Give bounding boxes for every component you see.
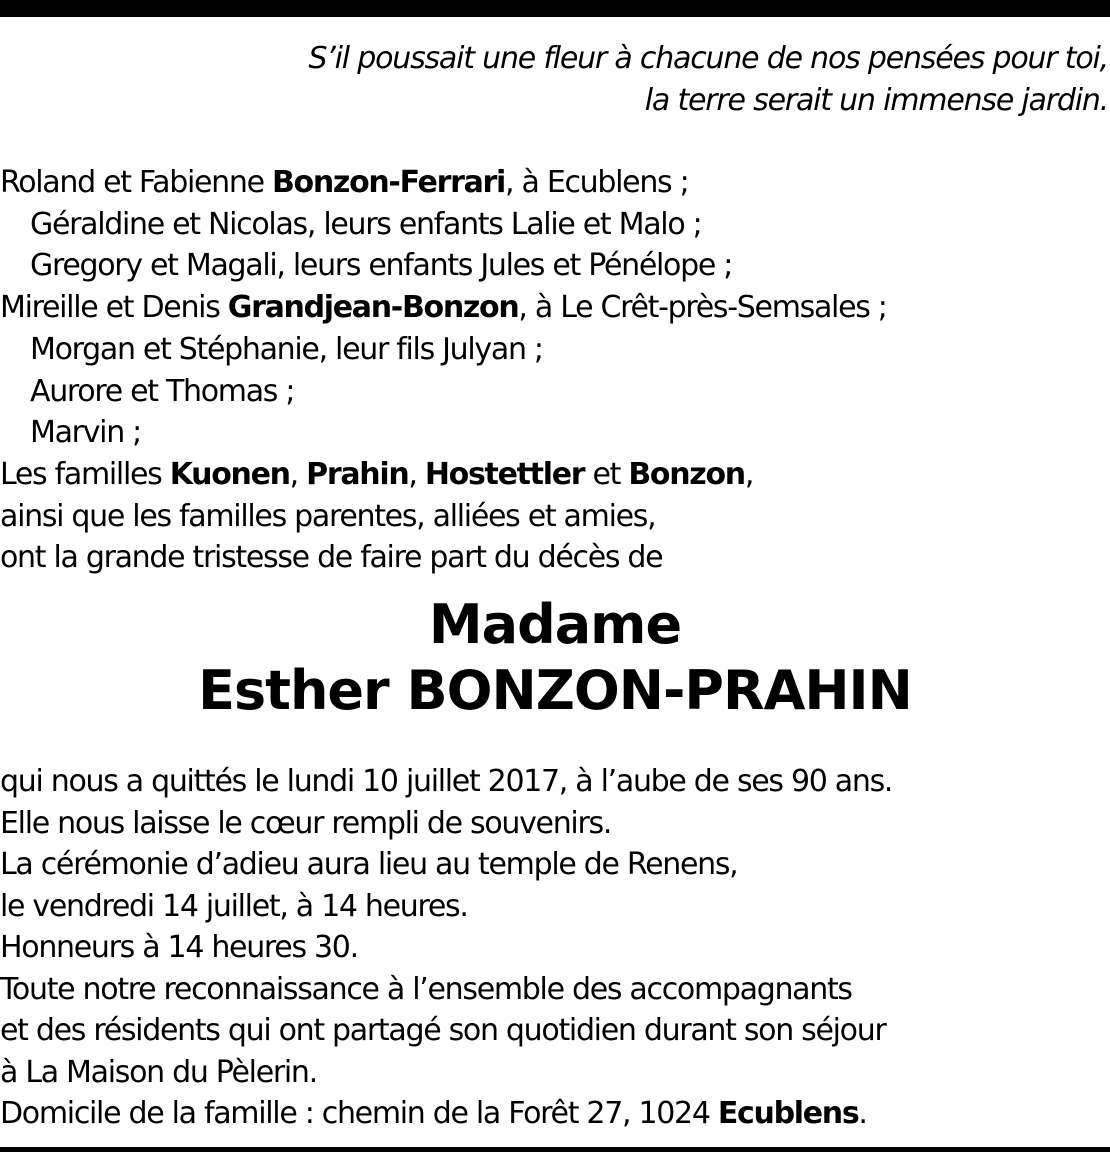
epigraph-line: S’il poussait une fleur à chacune de nos pensées pour toi, (308, 41, 1108, 76)
text: , (289, 456, 307, 492)
text: . (858, 1096, 867, 1131)
deceased-name: Esther BONZON-PRAHIN (198, 659, 912, 722)
family-name: Grandjean-Bonzon (227, 290, 519, 326)
text: et (584, 456, 629, 492)
deceased-name-block (0, 592, 1110, 724)
family-line: Géraldine et Nicolas, leurs enfants Lalie et Malo ; (30, 206, 702, 242)
family-name: Prahin (306, 456, 409, 492)
family-name: Bonzon-Ferrari (271, 165, 506, 200)
family-line: ainsi que les familles parentes, alliées et amies, (0, 498, 656, 534)
details-line: le vendredi 14 juillet, à 14 heures. (0, 888, 468, 924)
family-name: Bonzon (628, 456, 745, 492)
epigraph-line: la terre serait un immense jardin. (644, 83, 1108, 118)
details-line: Elle nous laisse le cœur rempli de souvenirs. (0, 805, 612, 841)
family-line (0, 454, 887, 496)
text: Les familles (0, 456, 170, 492)
details-line: à La Maison du Pèlerin. (0, 1054, 317, 1090)
funeral-details (0, 761, 892, 1135)
family-line (0, 287, 887, 329)
family-line: Morgan et Stéphanie, leur fils Julyan ; (30, 331, 543, 367)
top-rule (0, 0, 1110, 17)
family-line (0, 162, 887, 204)
text: , (408, 456, 425, 492)
deceased-title: Madame (428, 593, 682, 656)
epigraph (308, 38, 1108, 122)
text: Mireille et Denis (0, 290, 228, 326)
family-line: Marvin ; (30, 415, 141, 451)
bottom-rule (0, 1147, 1110, 1152)
text: Domicile de la famille : chemin de la Forêt 27, 1024 (0, 1096, 718, 1131)
locality: Ecublens (717, 1096, 859, 1131)
details-line: Toute notre reconnaissance à l’ensemble des accompagnants (0, 971, 852, 1007)
details-line: et des résidents qui ont partagé son quotidien durant son séjour (0, 1013, 886, 1048)
family-line: Aurore et Thomas ; (30, 373, 295, 409)
text: , à Ecublens ; (505, 165, 689, 200)
text: , à Le Crêt-près-Semsales ; (518, 290, 887, 326)
text: , (744, 456, 754, 492)
family-line: Gregory et Magali, leurs enfants Jules et Pénélope ; (30, 248, 733, 284)
details-line: La cérémonie d’adieu aura lieu au temple de Renens, (0, 847, 738, 882)
details-line: qui nous a quittés le lundi 10 juillet 2017, à l’aube de ses 90 ans. (0, 764, 893, 799)
family-name: Kuonen (169, 456, 290, 492)
details-line: Honneurs à 14 heures 30. (0, 930, 358, 965)
family-line: ont la grande tristesse de faire part du décès de (0, 540, 663, 576)
details-line (0, 1093, 892, 1135)
text: Roland et Fabienne (0, 165, 272, 200)
family-announcement (0, 162, 887, 579)
family-name: Hostettler (424, 456, 585, 492)
